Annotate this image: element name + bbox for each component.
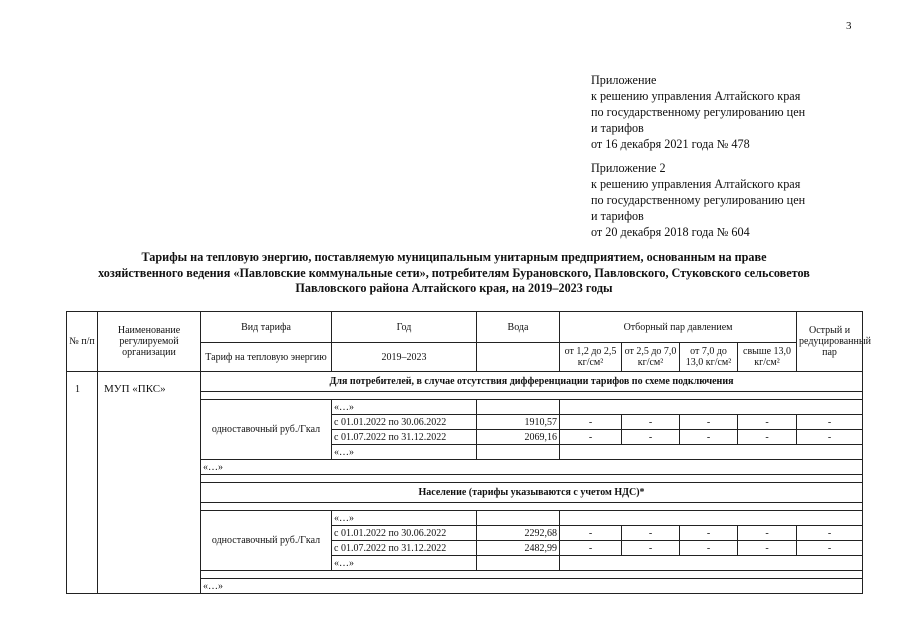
dash-cell: - — [680, 430, 738, 445]
header-years-range: 2019–2023 — [332, 343, 477, 372]
period-cell: с 01.01.2022 по 30.06.2022 — [332, 526, 477, 541]
water-value: 2292,68 — [477, 526, 560, 541]
ellipsis-cell: «…» — [201, 460, 863, 475]
dash-cell: - — [560, 526, 622, 541]
title-line: хозяйственного ведения «Павловские коммунальные сети», потребителям Бурановского, Павловского, Стуковского сельсоветов — [98, 265, 810, 280]
header-row — [67, 312, 863, 343]
dash-cell: - — [560, 430, 622, 445]
org-name: МУП «ПКС» — [98, 372, 201, 594]
ellipsis-cell: «…» — [332, 556, 477, 571]
annex-1-line: по государственному регулированию цен — [591, 105, 806, 119]
header-steam: Отборный пар давлением — [560, 312, 797, 343]
dash-cell: - — [738, 541, 797, 556]
section-1-title: Для потребителей, в случае отсутствия дифференциации тарифов по схеме подключения — [201, 372, 863, 392]
header-pressure-3: от 7,0 до 13,0 кг/см² — [680, 343, 738, 372]
section-2-title: Население (тарифы указываются с учетом НДС)* — [201, 483, 863, 503]
dash-cell: - — [738, 415, 797, 430]
section-row — [67, 372, 863, 392]
dash-cell: - — [560, 541, 622, 556]
dash-cell: - — [797, 415, 863, 430]
header-pressure-2: от 2,5 до 7,0 кг/см² — [622, 343, 680, 372]
dash-cell: - — [622, 541, 680, 556]
page-number: 3 — [846, 20, 852, 32]
dash-cell: - — [797, 430, 863, 445]
annex-2-line: и тарифов — [591, 209, 644, 223]
water-value: 1910,57 — [477, 415, 560, 430]
annex-2-line: от 20 декабря 2018 года № 604 — [591, 225, 750, 239]
tariff-label: одноставочный руб./Гкал — [201, 511, 332, 571]
header-pressure-4: свыше 13,0 кг/см² — [738, 343, 797, 372]
document-title — [60, 250, 848, 297]
dash-cell: - — [797, 541, 863, 556]
annex-2-line: к решению управления Алтайского края — [591, 177, 801, 191]
dash-cell: - — [738, 430, 797, 445]
empty-cell — [477, 556, 560, 571]
empty-cell — [477, 511, 560, 526]
annex-1-line: и тарифов — [591, 121, 644, 135]
dash-cell: - — [560, 415, 622, 430]
annex-1-header — [591, 72, 805, 152]
header-hot-steam: Острый и редуцированный пар — [797, 312, 863, 372]
annex-1-line: от 16 декабря 2021 года № 478 — [591, 137, 750, 151]
tariff-table — [66, 311, 871, 594]
dash-cell: - — [680, 526, 738, 541]
ellipsis-cell: «…» — [332, 400, 477, 415]
empty-cell — [560, 400, 863, 415]
header-pressure-1: от 1,2 до 2,5 кг/см² — [560, 343, 622, 372]
annex-2-line: Приложение 2 — [591, 161, 666, 175]
title-line: Павловского района Алтайского края, на 2019–2023 годы — [295, 281, 613, 295]
empty-cell — [560, 556, 863, 571]
header-org: Наименование регулируемой организации — [98, 312, 201, 372]
dash-cell: - — [622, 415, 680, 430]
spacer-cell — [201, 475, 863, 483]
annex-1-line: к решению управления Алтайского края — [591, 89, 801, 103]
spacer-cell — [201, 571, 863, 579]
header-year: Год — [332, 312, 477, 343]
dash-cell: - — [680, 415, 738, 430]
ellipsis-cell: «…» — [332, 511, 477, 526]
empty-cell — [560, 445, 863, 460]
water-value: 2069,16 — [477, 430, 560, 445]
annex-1-line: Приложение — [591, 73, 657, 87]
dash-cell: - — [680, 541, 738, 556]
header-empty-cell — [477, 343, 560, 372]
ellipsis-cell: «…» — [332, 445, 477, 460]
dash-cell: - — [622, 526, 680, 541]
spacer-cell — [201, 392, 863, 400]
water-value: 2482,99 — [477, 541, 560, 556]
header-tariff-heat: Тариф на тепловую энергию — [201, 343, 332, 372]
empty-cell — [477, 400, 560, 415]
empty-cell — [560, 511, 863, 526]
ellipsis-cell: «…» — [201, 579, 863, 594]
dash-cell: - — [738, 526, 797, 541]
header-water: Вода — [477, 312, 560, 343]
dash-cell: - — [622, 430, 680, 445]
spacer-cell — [201, 503, 863, 511]
period-cell: с 01.07.2022 по 31.12.2022 — [332, 541, 477, 556]
dash-cell: - — [797, 526, 863, 541]
annex-2-header — [591, 160, 805, 240]
row-number: 1 — [67, 372, 98, 594]
header-num: № п/п — [67, 312, 98, 372]
period-cell: с 01.01.2022 по 30.06.2022 — [332, 415, 477, 430]
annex-2-line: по государственному регулированию цен — [591, 193, 806, 207]
period-cell: с 01.07.2022 по 31.12.2022 — [332, 430, 477, 445]
header-tariff-type: Вид тарифа — [201, 312, 332, 343]
title-line: Тарифы на тепловую энергию, поставляемую муниципальным унитарным предприятием, основанным на праве — [141, 250, 767, 264]
empty-cell — [477, 445, 560, 460]
tariff-label: одноставочный руб./Гкал — [201, 400, 332, 460]
